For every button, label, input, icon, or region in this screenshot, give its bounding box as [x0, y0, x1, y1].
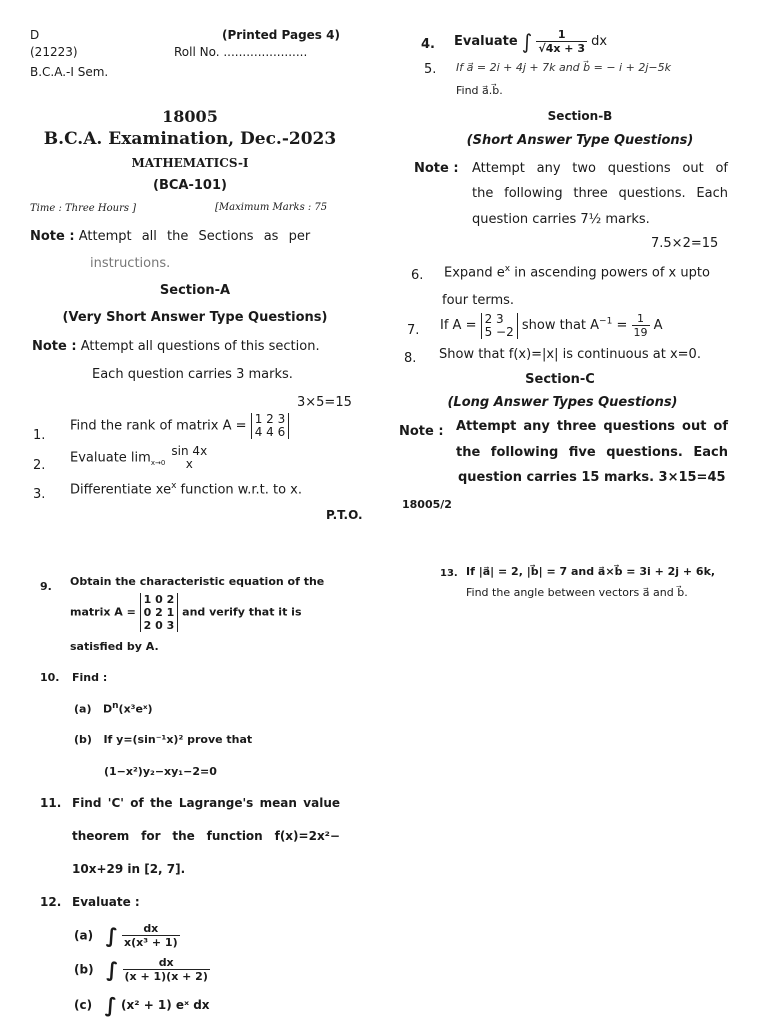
question-7: [440, 312, 663, 339]
note-label: Note :: [32, 339, 77, 354]
note-text: Attempt all questions of this section.: [80, 339, 320, 354]
page-turn-indicator: P.T.O.: [326, 508, 363, 522]
exam-title: B.C.A. Examination, Dec.-2023: [43, 129, 337, 149]
section-b-title: Section-B: [547, 109, 613, 123]
question-number: 1.: [33, 428, 46, 443]
section-b-note-line: Attempt any two questions out of: [472, 161, 728, 176]
superscript: n: [112, 701, 119, 711]
question-text: and verify that it is: [182, 605, 302, 619]
part-label: (a): [74, 928, 94, 943]
section-b-marks: 7.5×2=15: [651, 236, 719, 251]
matrix-row: 2 3: [484, 311, 504, 326]
note-text: Attempt all the Sections as per: [78, 229, 311, 244]
question-text: show that A: [521, 318, 600, 333]
roll-no: Roll No. ......................: [174, 45, 308, 59]
section-c-note-line: the following five questions. Each: [456, 445, 728, 460]
matrix-row: 1 2 3: [254, 412, 286, 426]
question-1: [70, 413, 289, 439]
question-11-line: theorem for the function f(x)=2x²−: [72, 829, 340, 843]
question-9-matrix-line: [70, 593, 302, 632]
question-8: Show that f(x)=|x| is continuous at x=0.: [439, 347, 701, 362]
printed-pages: (Printed Pages 4): [222, 28, 340, 42]
question-13-line: If |a⃗| = 2, |b⃗| = 7 and a⃗×b⃗ = 3i + 2j + 6k,: [466, 565, 716, 578]
superscript: −1: [599, 316, 613, 327]
question-5-line: Find a⃗.b⃗.: [456, 84, 503, 97]
matrix-row: 2 0 3: [143, 619, 175, 632]
question-number: 8.: [404, 351, 417, 366]
question-text: Evaluate: [454, 34, 518, 49]
part-label: (b): [74, 733, 92, 746]
question-number: 6.: [411, 268, 424, 283]
note-label: Note :: [30, 229, 75, 244]
question-9-line: satisfied by A.: [70, 640, 159, 653]
note-label: Note :: [414, 161, 459, 176]
question-number: 5.: [424, 62, 437, 77]
question-6-continued: four terms.: [442, 293, 515, 308]
limit-subscript: x→0: [150, 459, 166, 468]
question-number: 4.: [421, 37, 435, 52]
question-text: (x³eˣ): [118, 702, 153, 716]
fraction: [123, 956, 210, 983]
question-text: in ascending powers of x upto: [510, 265, 710, 281]
matrix-row: 0 2 1: [143, 606, 175, 619]
question-text: matrix A =: [70, 605, 136, 619]
fraction: [632, 312, 650, 339]
question-12-part-a: [74, 922, 180, 949]
question-text: Evaluate lim: [70, 450, 151, 466]
section-b-subtitle: (Short Answer Type Questions): [466, 133, 694, 148]
paper-code: (21223): [30, 45, 78, 59]
superscript: x: [504, 264, 511, 274]
numerator: 1: [632, 312, 650, 326]
numerator: dx: [123, 956, 210, 970]
integral-sign-icon: ∫: [106, 957, 119, 982]
question-text: D: [102, 702, 113, 716]
question-number: 7.: [407, 323, 420, 338]
integral-sign-icon: ∫: [105, 923, 118, 948]
maximum-marks: [Maximum Marks : 75: [215, 202, 328, 213]
question-4: [454, 28, 607, 55]
superscript: x: [171, 481, 177, 491]
general-note: [30, 229, 355, 244]
fraction: [122, 922, 180, 949]
page-footer-code: 18005/2: [402, 498, 452, 511]
numerator: sin 4x: [171, 444, 208, 458]
section-c-note-line: question carries 15 marks. 3×15=45: [458, 470, 726, 485]
question-5-line: If a⃗ = 2i + 4j + 7k and b⃗ = − i + 2j−5k: [456, 61, 671, 74]
section-b-note-line: the following three questions. Each: [472, 186, 728, 201]
matrix: [140, 593, 179, 632]
question-text: A: [653, 318, 663, 333]
section-b-note-line: question carries 7½ marks.: [472, 212, 650, 227]
integral-sign-icon: ∫: [104, 993, 117, 1017]
question-2: [70, 445, 209, 471]
part-label: (c): [74, 998, 93, 1012]
question-13-line: Find the angle between vectors a⃗ and b⃗.: [466, 586, 688, 599]
question-number: 9.: [40, 580, 52, 593]
question-10-text: Find :: [72, 671, 108, 684]
section-a-note-continued: Each question carries 3 marks.: [92, 367, 293, 382]
question-number: 13.: [440, 568, 458, 579]
fraction: [536, 28, 587, 55]
question-number: 10.: [40, 671, 60, 684]
question-number: 11.: [40, 796, 62, 810]
differential: dx: [591, 34, 608, 49]
part-label: (b): [74, 962, 94, 977]
fraction: [169, 445, 209, 471]
numerator: 1: [536, 28, 587, 42]
denominator: √4x + 3: [538, 42, 585, 55]
question-10-part-a: [74, 701, 153, 716]
question-text: If y=(sin⁻¹x)² prove that: [103, 733, 253, 746]
subject-title: MATHEMATICS-I: [131, 156, 249, 170]
equals: =: [612, 318, 632, 333]
note-text-continued: instructions.: [90, 256, 171, 271]
matrix-row: 5 −2: [484, 324, 514, 339]
section-c-note-line: Attempt any three questions out of: [456, 419, 728, 434]
matrix-row: 4 4 6: [254, 425, 286, 439]
section-c-subtitle: (Long Answer Types Questions): [447, 395, 678, 410]
integral-sign-icon: ∫: [521, 29, 533, 54]
question-9-line: Obtain the characteristic equation of the: [70, 575, 325, 588]
question-text: Find the rank of matrix A =: [70, 418, 247, 434]
section-c-title: Section-C: [525, 372, 595, 387]
paper-number: 18005: [162, 107, 218, 126]
question-12-part-b: [74, 956, 210, 983]
question-number: 12.: [40, 895, 62, 909]
section-a-marks: 3×5=15: [297, 395, 352, 410]
question-number: 3.: [33, 487, 46, 502]
question-text: function w.r.t. to x.: [176, 482, 303, 498]
set-code: D: [30, 28, 40, 42]
matrix: [251, 413, 290, 439]
section-a-note: [32, 339, 320, 354]
matrix: [481, 313, 518, 339]
semester: B.C.A.-I Sem.: [30, 65, 109, 79]
question-text: If A =: [440, 318, 477, 333]
question-11-line: 10x+29 in [2, 7].: [72, 862, 186, 876]
numerator: dx: [122, 922, 180, 936]
course-code: (BCA-101): [153, 178, 227, 193]
question-10-equation: (1−x²)y₂−xy₁−2=0: [104, 765, 217, 778]
question-10-part-b: [74, 733, 252, 746]
question-6: [444, 264, 710, 280]
question-12-part-c: [74, 993, 210, 1017]
question-3: [70, 481, 302, 497]
matrix-row: 1 0 2: [143, 593, 175, 606]
note-label: Note :: [399, 424, 444, 439]
question-text: Differentiate xe: [70, 482, 172, 498]
denominator: x: [185, 457, 193, 471]
question-text: (x² + 1) eˣ dx: [121, 998, 210, 1012]
time-allowed: Time : Three Hours ]: [30, 203, 137, 214]
denominator: 19: [633, 326, 648, 339]
section-a-subtitle: (Very Short Answer Type Questions): [62, 310, 328, 325]
question-11-line: Find 'C' of the Lagrange's mean value: [72, 796, 340, 810]
part-label: (a): [74, 702, 92, 716]
denominator: x(x³ + 1): [124, 936, 178, 949]
question-number: 2.: [33, 458, 46, 473]
denominator: (x + 1)(x + 2): [124, 970, 208, 983]
question-text: Expand e: [444, 265, 505, 281]
question-12-text: Evaluate :: [72, 895, 140, 909]
section-a-title: Section-A: [159, 283, 231, 298]
